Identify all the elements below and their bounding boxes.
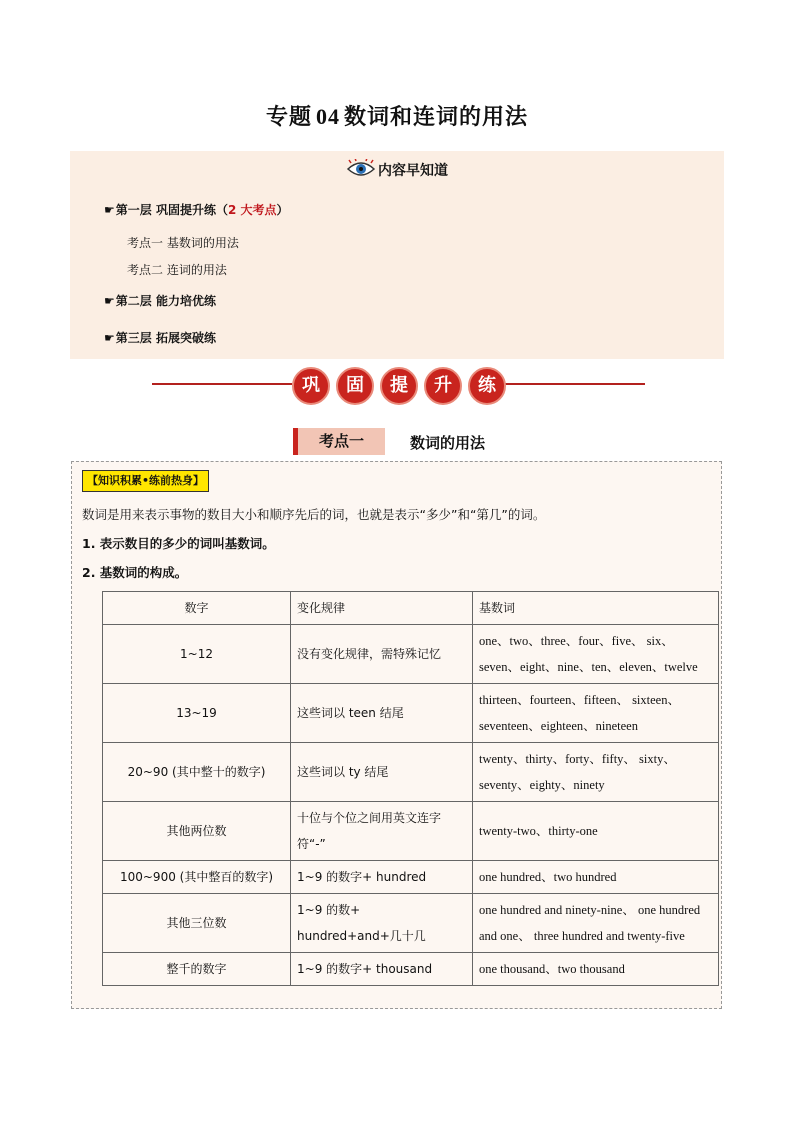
- table-cell: 1~9 的数+ hundred+and+几十几: [291, 894, 473, 953]
- banner-char: 升: [424, 367, 462, 405]
- eye-icon: [346, 159, 376, 183]
- table-cell: 这些词以 ty 结尾: [291, 743, 473, 802]
- overview-panel: [70, 151, 724, 359]
- kaodian-tag: 考点一: [293, 428, 385, 455]
- layer1-count: 2 大考点: [227, 203, 277, 217]
- table-cell: 1~9 的数字+ thousand: [291, 953, 473, 986]
- table-cell: 其他三位数: [103, 894, 291, 953]
- kaodian-1-item: 考点一 基数词的用法: [127, 236, 239, 250]
- table-cell: 1~9 的数字+ hundred: [291, 861, 473, 894]
- table-row: [103, 861, 719, 894]
- intro-paragraph: 数词是用来表示事物的数目大小和顺序先后的词，也就是表示“多少”和“第几”的词。: [82, 507, 546, 522]
- pointing-hand-icon: ☛: [104, 331, 115, 345]
- column-header: 变化规律: [291, 592, 473, 625]
- layer2-label: 第二层 能力培优练: [115, 294, 216, 308]
- table-cell: 这些词以 teen 结尾: [291, 684, 473, 743]
- table-cell: one hundred and ninety-nine、 one hundred and one、 three hundred and twenty-five: [473, 894, 719, 953]
- table-row: [103, 625, 719, 684]
- title-number: 04: [316, 104, 340, 129]
- banner-char: 巩: [292, 367, 330, 405]
- table-cell: 1~12: [103, 625, 291, 684]
- table-header-row: [103, 592, 719, 625]
- kaodian-2-item: 考点二 连词的用法: [127, 263, 227, 277]
- layer1-paren-open: （: [215, 203, 228, 217]
- table-cell: 十位与个位之间用英文连字符“-”: [291, 802, 473, 861]
- banner-char: 固: [336, 367, 374, 405]
- overview-heading: [70, 159, 724, 183]
- column-header: 数字: [103, 592, 291, 625]
- column-header: 基数词: [473, 592, 719, 625]
- layer1-label: 第一层 巩固提升练: [115, 203, 216, 217]
- pointing-hand-icon: ☛: [104, 294, 115, 308]
- point-2: 2. 基数词的构成。: [82, 565, 188, 580]
- banner-char: 练: [468, 367, 506, 405]
- table-cell: 整千的数字: [103, 953, 291, 986]
- table-cell: twenty、thirty、forty、fifty、 sixty、seventy、eighty、ninety: [473, 743, 719, 802]
- banner-char: 提: [380, 367, 418, 405]
- table-row: [103, 953, 719, 986]
- page-title: [0, 100, 794, 131]
- title-prefix: 专题: [265, 105, 312, 130]
- table-row: [103, 802, 719, 861]
- title-text: 数词和连词的用法: [344, 105, 529, 130]
- table-cell: 20~90 (其中整十的数字): [103, 743, 291, 802]
- layer3-line: [104, 329, 216, 346]
- layer2-line: [104, 292, 216, 309]
- table-row: [103, 684, 719, 743]
- table-cell: thirteen、fourteen、fifteen、 sixteen、seventeen、eighteen、nineteen: [473, 684, 719, 743]
- banner-divider-right: [505, 383, 645, 385]
- layer1-line: [104, 201, 289, 218]
- table-cell: one hundred、two hundred: [473, 861, 719, 894]
- section-banner: [292, 367, 505, 403]
- table-cell: 13~19: [103, 684, 291, 743]
- table-cell: twenty-two、thirty-one: [473, 802, 719, 861]
- table-cell: one、two、three、four、five、 six、seven、eight、nine、ten、eleven、twelve: [473, 625, 719, 684]
- pointing-hand-icon: ☛: [104, 203, 115, 217]
- table-cell: 其他两位数: [103, 802, 291, 861]
- table-row: [103, 894, 719, 953]
- table-cell: 100~900 (其中整百的数字): [103, 861, 291, 894]
- overview-heading-text: 内容早知道: [378, 163, 448, 179]
- knowledge-tag: 【知识积累•练前热身】: [82, 470, 209, 492]
- layer3-label: 第三层 拓展突破练: [115, 331, 216, 345]
- banner-divider-left: [152, 383, 292, 385]
- point-1: 1. 表示数目的多少的词叫基数词。: [82, 536, 275, 551]
- layer1-paren-close: ）: [276, 203, 289, 217]
- cardinal-number-table: [102, 591, 719, 986]
- table-row: [103, 743, 719, 802]
- kaodian-title: 数词的用法: [410, 434, 486, 452]
- table-cell: one thousand、two thousand: [473, 953, 719, 986]
- table-cell: 没有变化规律，需特殊记忆: [291, 625, 473, 684]
